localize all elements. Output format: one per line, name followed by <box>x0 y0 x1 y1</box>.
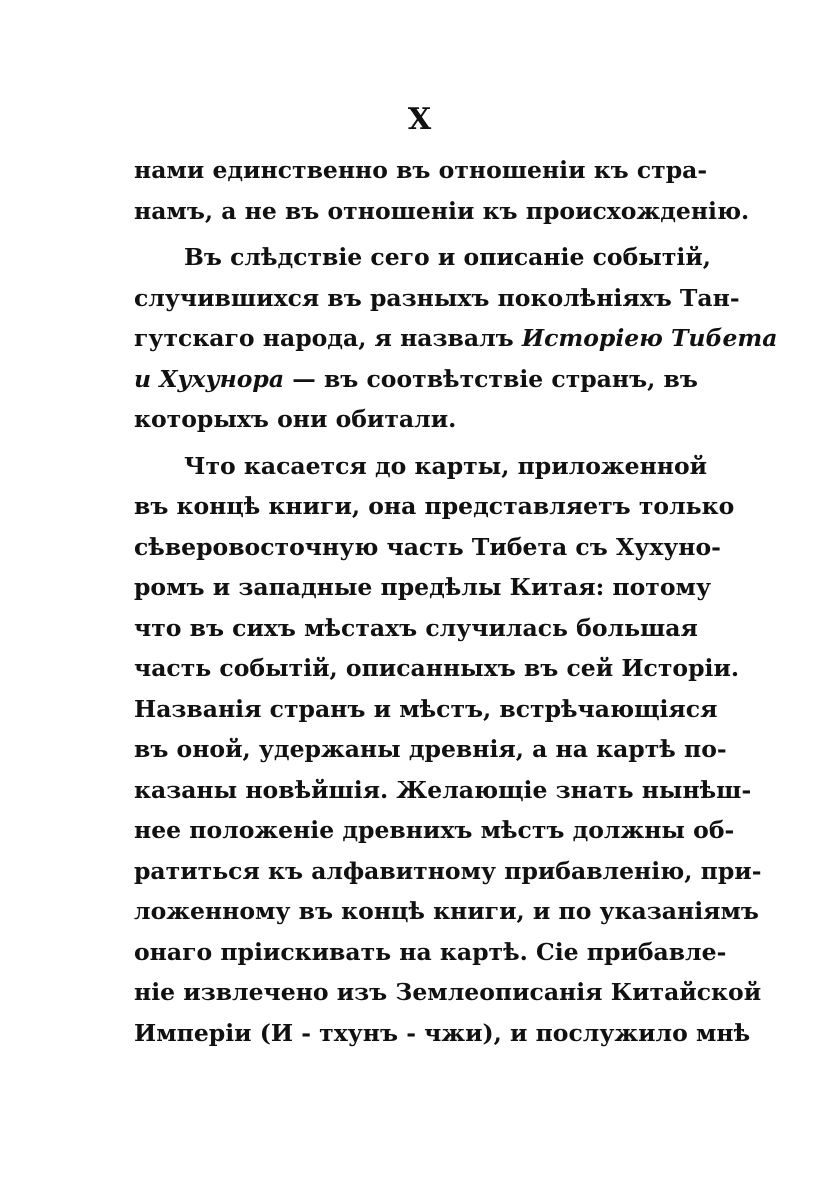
text-line: часть событій, описанныхъ въ сей Исторіи. <box>134 654 740 682</box>
text-line: ніе извлечено изъ Землеописанія Китайской <box>134 978 762 1006</box>
italic-title-phrase: Исторіею Тибета <box>521 324 778 352</box>
text-line: что въ сихъ мѣстахъ случилась большая <box>134 613 698 642</box>
text-line: намъ, а не въ отношеніи къ происхожденію. <box>134 196 750 225</box>
text-line: случившихся въ разныхъ поколѣніяхъ Тан- <box>134 283 740 312</box>
text-line: въ оной, удержаны древнія, а на картѣ по- <box>134 735 727 763</box>
text-line: ромъ и западные предѣлы Китая: потому <box>134 573 712 601</box>
text-line: нами единственно въ отношеніи къ стра- <box>134 156 708 184</box>
text-line: онаго пріискивать на картѣ. Сіе прибавле- <box>134 937 727 966</box>
text-line: Имперіи (И - тхунъ - чжи), и послужило мнѣ <box>134 1018 751 1047</box>
text-line: Что касается до карты, приложенной <box>184 451 708 480</box>
text-line: которыхъ они обитали. <box>134 405 457 433</box>
page-number: X <box>407 102 433 137</box>
text-line: нее положеніе древнихъ мѣстъ должны об- <box>134 816 735 844</box>
italic-title-phrase: и Хухунора <box>134 364 285 393</box>
text-line: ложенному въ концѣ книги, и по указаніямъ <box>134 897 759 925</box>
body-text <box>134 150 778 1053</box>
text-line: сѣверовосточную часть Тибета съ Хухуно- <box>134 532 721 561</box>
text-line: гутскаго народа, я назвалъ Исторіею Тибета <box>134 324 778 352</box>
text-line: въ концѣ книги, она представляетъ только <box>134 492 735 520</box>
text-line: Названія странъ и мѣстъ, встрѣчающіяся <box>134 694 718 723</box>
text-line: ратиться къ алфавитному прибавленію, при- <box>134 856 762 885</box>
text-line: и Хухунора — въ соотвѣтствіе странъ, въ <box>134 364 698 393</box>
text-line: Въ слѣдствіе сего и описаніе событій, <box>184 243 711 271</box>
text-line: казаны новѣйшія. Желающіе знать нынѣш- <box>134 775 752 804</box>
